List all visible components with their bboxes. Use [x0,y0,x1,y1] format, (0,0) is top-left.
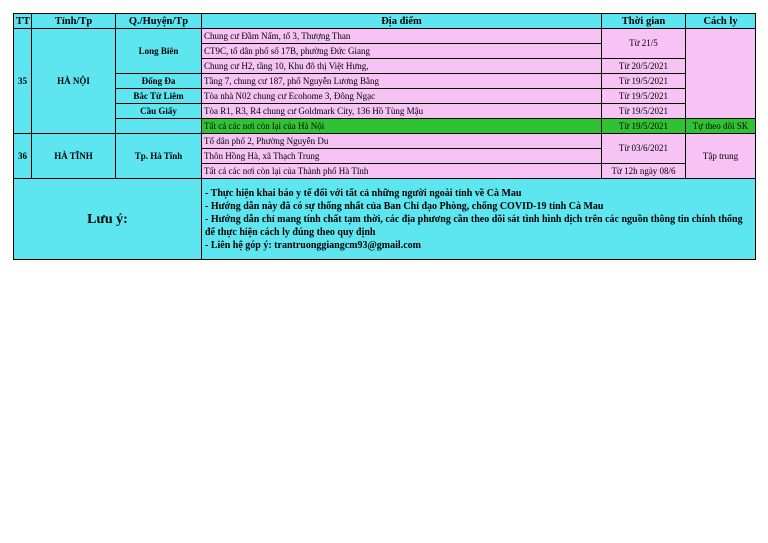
province-cell: HÀ TĨNH [32,134,116,179]
time-cell: Từ 19/5/2021 [602,89,686,104]
location-cell: Chung cư H2, tầng 10, Khu đô thị Việt Hưng, [202,59,602,74]
time-cell: Từ 20/5/2021 [602,59,686,74]
note-line: - Thực hiện khai báo y tế đối với tất cả những người ngoài tỉnh về Cà Mau [205,187,522,199]
isolation-cell: Tập trung [686,134,756,179]
note-line: - Liên hệ góp ý: trantruonggiangcm93@gmail.com [205,239,421,251]
location-cell: Tất cả các nơi còn lại của Hà Nội [202,119,602,134]
district-cell [116,119,202,134]
district-cell: Long Biên [116,29,202,74]
note-row [14,179,756,260]
isolation-cell [686,29,756,119]
location-cell: Tòa R1, R3, R4 chung cư Goldmark City, 136 Hồ Tùng Mậu [202,104,602,119]
location-cell: Tất cả các nơi còn lại của Thành phố Hà Tĩnh [202,164,602,179]
location-cell: Tổ dân phố 2, Phường Nguyễn Du [202,134,602,149]
time-cell: Từ 19/5/2021 [602,119,686,134]
district-cell: Bắc Từ Liêm [116,89,202,104]
district-cell: Đống Đa [116,74,202,89]
location-cell: Thôn Hồng Hà, xã Thạch Trung [202,149,602,164]
time-cell: Từ 03/6/2021 [602,134,686,164]
table-row [14,104,756,119]
note-line: - Hướng dẫn chỉ mang tính chất tạm thời, các địa phương cần theo dõi sát tình hình dịch trên các nguồn thông tin chính thống để thực hiện cách ly đúng theo quy định [205,213,743,238]
header-huyen: Q./Huyện/Tp [116,14,202,29]
row-number: 36 [14,134,32,179]
header-row [14,14,756,29]
location-cell: CT9C, tổ dân phố số 17B, phường Đức Giang [202,44,602,59]
location-cell: Tầng 7, chung cư 187, phố Nguyễn Lương Bằng [202,74,602,89]
table-row [14,89,756,104]
row-number: 35 [14,29,32,134]
time-cell: Từ 21/5 [602,29,686,59]
header-tinh: Tỉnh/Tp [32,14,116,29]
isolation-cell: Tự theo dõi SK [686,119,756,134]
location-cell: Tòa nhà N02 chung cư Ecohome 3, Đông Ngạc [202,89,602,104]
header-tt: TT [14,14,32,29]
note-label: Lưu ý: [14,179,202,260]
table-row [14,74,756,89]
table-row [14,29,756,44]
note-line: - Hướng dẫn này đã có sự thống nhất của Ban Chỉ đạo Phòng, chống COVID-19 tỉnh Cà Mau [205,200,604,212]
location-cell: Chung cư Đầm Nấm, tổ 3, Thượng Than [202,29,602,44]
time-cell: Từ 19/5/2021 [602,104,686,119]
table-row [14,134,756,149]
note-content [202,179,756,260]
table-row [14,119,756,134]
quarantine-table [13,13,756,260]
header-cachly: Cách ly [686,14,756,29]
district-cell: Cầu Giấy [116,104,202,119]
district-cell: Tp. Hà Tĩnh [116,134,202,179]
province-cell: HÀ NỘI [32,29,116,134]
time-cell: Từ 19/5/2021 [602,74,686,89]
header-diadiem: Địa điểm [202,14,602,29]
header-thoigian: Thời gian [602,14,686,29]
time-cell: Từ 12h ngày 08/6 [602,164,686,179]
